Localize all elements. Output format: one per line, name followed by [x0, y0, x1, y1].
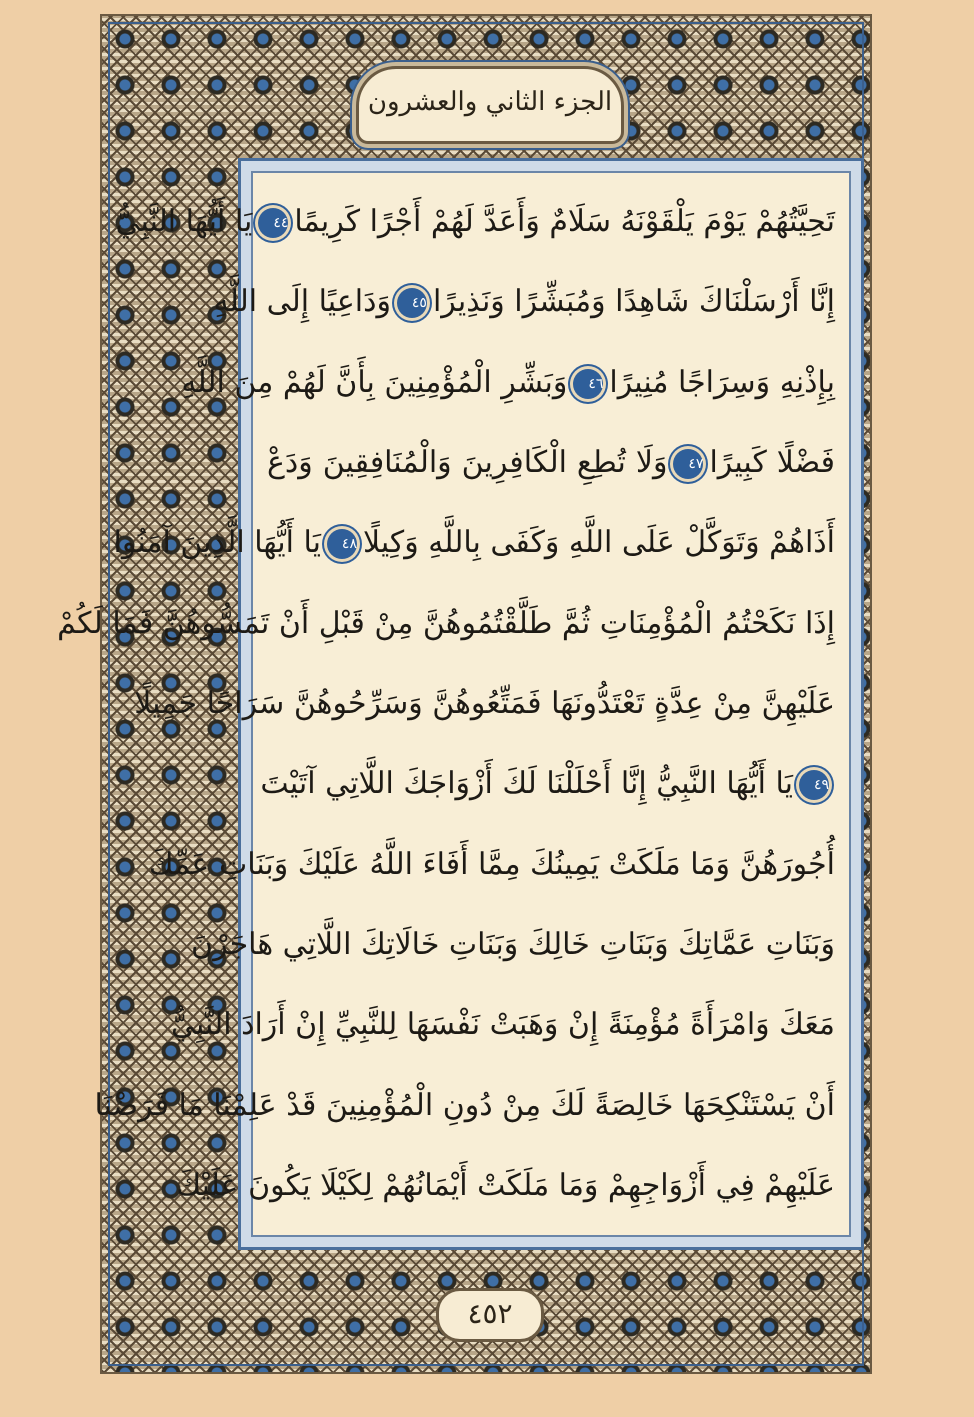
- verse-line: [170, 990, 835, 1060]
- ayah-number-marker: ٤٦: [573, 369, 603, 399]
- verse-line: [191, 910, 835, 980]
- text-panel-frame: [57, 158, 864, 1250]
- verse-line: [181, 348, 835, 418]
- verse-line: [134, 669, 835, 739]
- line-text: يَا أَيُّهَا الَّذِينَ آمَنُوا: [113, 525, 321, 561]
- ayah-number-marker: ٤٤: [258, 208, 288, 238]
- line-text: فَضْلًا كَبِيرًا: [709, 444, 835, 480]
- line-text: عَلَيْهِنَّ مِنْ عِدَّةٍ تَعْتَدُّونَهَا فَمَتِّعُوهُنَّ وَسَرِّحُوهُنَّ سَرَاحًا جَمِيلًا: [134, 685, 835, 721]
- verse-line: [176, 1151, 835, 1221]
- line-text: أُجُورَهُنَّ وَمَا مَلَكَتْ يَمِينُكَ مِمَّا أَفَاءَ اللَّهُ عَلَيْكَ وَبَنَاتِ عَمِّكَ: [148, 846, 835, 882]
- line-text: مَعَكَ وَامْرَأَةً مُؤْمِنَةً إِنْ وَهَبَتْ نَفْسَهَا لِلنَّبِيِّ إِنْ أَرَادَ النَّبِيُّ: [170, 1007, 835, 1043]
- text-panel: [57, 171, 851, 1237]
- line-text: بِإِذْنِهِ وَسِرَاجًا مُنِيرًا: [609, 364, 835, 400]
- line-text: وَدَاعِيًا إِلَى اللَّهِ: [213, 284, 391, 320]
- line-text: وَلَا تُطِعِ الْكَافِرِينَ وَالْمُنَافِقِينَ وَدَعْ: [267, 444, 668, 480]
- line-text: يَا أَيُّهَا النَّبِيُّ: [115, 204, 253, 239]
- line-text: وَبَنَاتِ عَمَّاتِكَ وَبَنَاتِ خَالِكَ وَبَنَاتِ خَالَاتِكَ اللَّاتِي هَاجَرْنَ: [191, 926, 835, 962]
- verse-line: [213, 267, 835, 337]
- ayah-number-marker: ٤٨: [327, 529, 357, 559]
- ayah-number-marker: ٤٥: [397, 288, 427, 318]
- juz-header-cartouche: [356, 66, 624, 144]
- line-text: عَلَيْهِمْ فِي أَزْوَاجِهِمْ وَمَا مَلَكَتْ أَيْمَانُهُمْ لِكَيْلَا يَكُونَ عَلَيْكَ: [176, 1167, 835, 1203]
- ayah-number-marker: ٤٧: [673, 449, 703, 479]
- verse-line: [94, 1071, 835, 1141]
- verse-line: [115, 187, 835, 257]
- verse-line: [57, 589, 835, 659]
- juz-title: الجزء الثاني والعشرون: [367, 87, 613, 117]
- line-text: إِذَا نَكَحْتُمُ الْمُؤْمِنَاتِ ثُمَّ طَلَّقْتُمُوهُنَّ مِنْ قَبْلِ أَنْ تَمَسُّوهُنَّ فَمَا لَكُمْ: [57, 605, 835, 641]
- page-number-cartouche: [436, 1288, 544, 1342]
- verse-line: [113, 508, 835, 578]
- verse-lines: [57, 187, 835, 1221]
- line-text: أَنْ يَسْتَنْكِحَهَا خَالِصَةً لَكَ مِنْ دُونِ الْمُؤْمِنِينَ قَدْ عَلِمْنَا مَا فَرَضْنَا: [94, 1087, 835, 1123]
- verse-line: [267, 428, 835, 498]
- verse-line: [260, 749, 835, 819]
- page-number: ٤٥٢: [467, 1297, 513, 1330]
- line-text: أَذَاهُمْ وَتَوَكَّلْ عَلَى اللَّهِ وَكَفَى بِاللَّهِ وَكِيلًا: [362, 525, 835, 561]
- verse-line: [148, 830, 835, 900]
- line-text: إِنَّا أَرْسَلْنَاكَ شَاهِدًا وَمُبَشِّرًا وَنَذِيرًا: [432, 284, 835, 320]
- line-text: وَبَشِّرِ الْمُؤْمِنِينَ بِأَنَّ لَهُمْ مِنَ اللَّهِ: [181, 364, 568, 400]
- ayah-number-marker: ٤٩: [799, 770, 829, 800]
- line-text: تَحِيَّتُهُمْ يَوْمَ يَلْقَوْنَهُ سَلَامٌ وَأَعَدَّ لَهُمْ أَجْرًا كَرِيمًا: [294, 204, 835, 239]
- line-text: يَا أَيُّهَا النَّبِيُّ إِنَّا أَحْلَلْنَا لَكَ أَزْوَاجَكَ اللَّاتِي آتَيْتَ: [260, 766, 793, 802]
